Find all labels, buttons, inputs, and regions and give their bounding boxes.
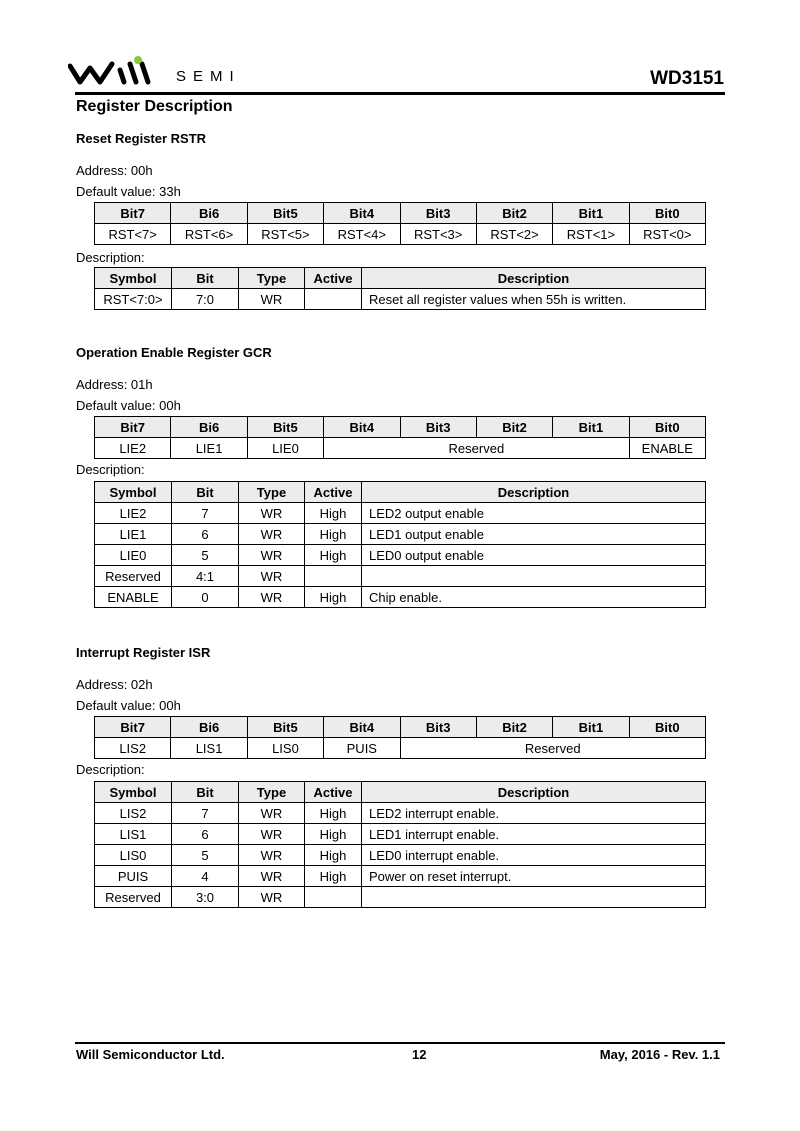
default-value-isr: Default value: 00h (76, 698, 181, 713)
address-isr: Address: 02h (76, 677, 153, 692)
bit-value-reserved: Reserved (400, 738, 706, 759)
address-gcr: Address: 01h (76, 377, 153, 392)
footer-divider (75, 1042, 725, 1044)
symbol-cell: RST<7:0> (95, 289, 172, 310)
symbol-header: Symbol (95, 782, 172, 803)
type-cell: WR (239, 566, 305, 587)
symbol-header: Symbol (95, 482, 172, 503)
bit-header: Bit2 (476, 717, 552, 738)
type-header: Type (239, 482, 305, 503)
bit-value: RST<0> (629, 224, 705, 245)
description-table-gcr (94, 481, 706, 608)
bit-value: LIS0 (247, 738, 323, 759)
symbol-header: Symbol (95, 268, 172, 289)
description-label: Description: (76, 250, 145, 265)
bit-header: Bi6 (171, 717, 247, 738)
bit-header-row (95, 717, 706, 738)
footer-company: Will Semiconductor Ltd. (76, 1047, 225, 1062)
table-row (95, 803, 706, 824)
bit-value: LIE2 (95, 438, 171, 459)
active-header: Active (305, 268, 362, 289)
type-cell: WR (239, 545, 305, 566)
type-cell: WR (239, 887, 305, 908)
description-label: Description: (76, 762, 145, 777)
bit-col-header: Bit (172, 268, 239, 289)
bit-header: Bit3 (400, 717, 476, 738)
description-cell (362, 887, 706, 908)
bit-cell: 5 (172, 845, 239, 866)
active-cell: High (305, 545, 362, 566)
address-rstr: Address: 00h (76, 163, 153, 178)
bit-header: Bit4 (324, 717, 400, 738)
page-title: Register Description (76, 98, 233, 115)
default-value-rstr: Default value: 33h (76, 184, 181, 199)
table-row (95, 866, 706, 887)
bit-header: Bit0 (629, 717, 705, 738)
bit-value: RST<2> (476, 224, 552, 245)
table-row (95, 845, 706, 866)
bit-header: Bit5 (247, 717, 323, 738)
bit-value: RST<4> (324, 224, 400, 245)
desc-header-row (95, 482, 706, 503)
symbol-cell: LIE0 (95, 545, 172, 566)
symbol-cell: LIS0 (95, 845, 172, 866)
logo-text: SEMI (176, 68, 241, 85)
active-cell: High (305, 524, 362, 545)
type-cell: WR (239, 803, 305, 824)
bit-header: Bit1 (553, 417, 629, 438)
description-label: Description: (76, 462, 145, 477)
type-cell: WR (239, 845, 305, 866)
description-cell: LED1 output enable (362, 524, 706, 545)
bit-value: RST<7> (95, 224, 171, 245)
bit-value: RST<6> (171, 224, 247, 245)
bit-header: Bit1 (553, 203, 629, 224)
desc-header-row (95, 268, 706, 289)
bit-cell: 6 (172, 824, 239, 845)
description-cell (362, 566, 706, 587)
bit-header: Bit1 (553, 717, 629, 738)
bit-header: Bi6 (171, 417, 247, 438)
type-cell: WR (239, 289, 305, 310)
bit-header: Bit0 (629, 203, 705, 224)
part-number: WD3151 (650, 68, 724, 89)
bit-value-row (95, 438, 706, 459)
table-row (95, 545, 706, 566)
bit-header: Bit3 (400, 417, 476, 438)
table-row (95, 524, 706, 545)
active-cell: High (305, 803, 362, 824)
type-cell: WR (239, 587, 305, 608)
type-cell: WR (239, 503, 305, 524)
active-cell: High (305, 845, 362, 866)
active-cell (305, 887, 362, 908)
bit-col-header: Bit (172, 782, 239, 803)
bit-col-header: Bit (172, 482, 239, 503)
description-cell: LED0 interrupt enable. (362, 845, 706, 866)
description-header: Description (362, 268, 706, 289)
bit-header: Bi6 (171, 203, 247, 224)
type-header: Type (239, 268, 305, 289)
bit-value-reserved: Reserved (324, 438, 630, 459)
description-cell: Power on reset interrupt. (362, 866, 706, 887)
type-cell: WR (239, 524, 305, 545)
bit-cell: 0 (172, 587, 239, 608)
page-number: 12 (412, 1047, 427, 1062)
default-value-gcr: Default value: 00h (76, 398, 181, 413)
table-row (95, 887, 706, 908)
active-cell: High (305, 503, 362, 524)
bit-header: Bit4 (324, 203, 400, 224)
description-cell: LED0 output enable (362, 545, 706, 566)
description-table-isr (94, 781, 706, 908)
bit-cell: 7 (172, 503, 239, 524)
bit-value: PUIS (324, 738, 400, 759)
section-title-isr: Interrupt Register ISR (76, 645, 211, 660)
bit-cell: 4:1 (172, 566, 239, 587)
bit-header: Bit5 (247, 203, 323, 224)
symbol-cell: PUIS (95, 866, 172, 887)
table-row (95, 824, 706, 845)
description-cell: LED2 interrupt enable. (362, 803, 706, 824)
bit-value: RST<3> (400, 224, 476, 245)
bit-value: ENABLE (629, 438, 705, 459)
bit-value-row (95, 224, 706, 245)
bit-value: RST<1> (553, 224, 629, 245)
bit-map-table-rstr (94, 202, 706, 245)
symbol-cell: Reserved (95, 887, 172, 908)
section-title-rstr: Reset Register RSTR (76, 131, 207, 146)
type-cell: WR (239, 866, 305, 887)
description-cell: LED2 output enable (362, 503, 706, 524)
active-cell (305, 289, 362, 310)
active-header: Active (305, 782, 362, 803)
footer-date-revision: May, 2016 - Rev. 1.1 (599, 1047, 720, 1062)
active-cell: High (305, 587, 362, 608)
bit-cell: 3:0 (172, 887, 239, 908)
description-cell: LED1 interrupt enable. (362, 824, 706, 845)
bit-header: Bit7 (95, 717, 171, 738)
description-header: Description (362, 482, 706, 503)
header-divider (75, 92, 725, 95)
type-header: Type (239, 782, 305, 803)
bit-cell: 7:0 (172, 289, 239, 310)
bit-header: Bit2 (476, 203, 552, 224)
bit-value: LIE0 (247, 438, 323, 459)
bit-header: Bit7 (95, 417, 171, 438)
bit-header-row (95, 203, 706, 224)
bit-header: Bit7 (95, 203, 171, 224)
table-row (95, 289, 706, 310)
symbol-cell: LIE2 (95, 503, 172, 524)
bit-map-table-isr (94, 716, 706, 759)
bit-header: Bit5 (247, 417, 323, 438)
bit-cell: 5 (172, 545, 239, 566)
bit-header: Bit3 (400, 203, 476, 224)
table-row (95, 566, 706, 587)
bit-value: LIS1 (171, 738, 247, 759)
bit-header: Bit4 (324, 417, 400, 438)
section-title-gcr: Operation Enable Register GCR (76, 345, 272, 360)
type-cell: WR (239, 824, 305, 845)
bit-map-table-gcr (94, 416, 706, 459)
bit-value-row (95, 738, 706, 759)
bit-header: Bit2 (476, 417, 552, 438)
symbol-cell: LIE1 (95, 524, 172, 545)
bit-header-row (95, 417, 706, 438)
description-cell: Chip enable. (362, 587, 706, 608)
description-header: Description (362, 782, 706, 803)
table-row (95, 503, 706, 524)
bit-cell: 4 (172, 866, 239, 887)
active-header: Active (305, 482, 362, 503)
symbol-cell: LIS2 (95, 803, 172, 824)
bit-header: Bit0 (629, 417, 705, 438)
active-cell: High (305, 824, 362, 845)
symbol-cell: Reserved (95, 566, 172, 587)
symbol-cell: ENABLE (95, 587, 172, 608)
description-table-rstr (94, 267, 706, 310)
desc-header-row (95, 782, 706, 803)
description-cell: Reset all register values when 55h is written. (362, 289, 706, 310)
active-cell: High (305, 866, 362, 887)
table-row (95, 587, 706, 608)
bit-cell: 6 (172, 524, 239, 545)
symbol-cell: LIS1 (95, 824, 172, 845)
bit-value: LIE1 (171, 438, 247, 459)
bit-value: LIS2 (95, 738, 171, 759)
bit-value: RST<5> (247, 224, 323, 245)
active-cell (305, 566, 362, 587)
bit-cell: 7 (172, 803, 239, 824)
